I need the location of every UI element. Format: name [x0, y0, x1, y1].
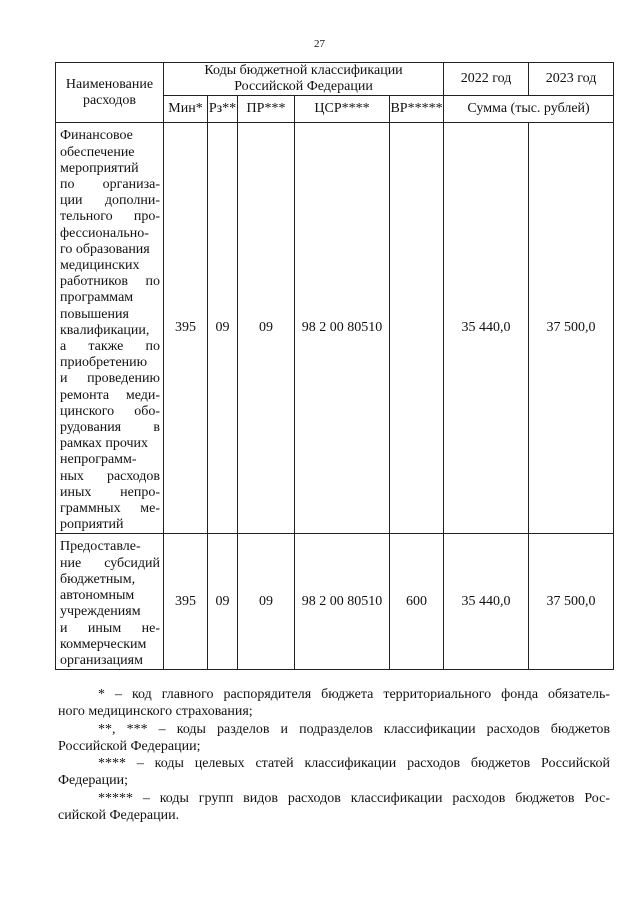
footnote-csr: **** – коды целевых статей классификации расходов бюджетов Российской — [98, 756, 610, 772]
row-2-sum-2022: 35 440,0 — [444, 534, 529, 670]
year-2023-header: 2023 год — [529, 63, 614, 96]
pr-column-header: ПР*** — [238, 96, 295, 123]
year-2022-header: 2022 год — [444, 63, 529, 96]
row-1-vr — [390, 123, 444, 534]
page-number: 27 — [314, 38, 325, 50]
table-row — [56, 123, 614, 534]
min-column-header: Мин* — [164, 96, 208, 123]
table-header-row-1 — [56, 63, 614, 96]
sum-column-header: Сумма (тыс. рублей) — [444, 96, 614, 123]
name-column-header: Наименование расходов — [56, 63, 164, 123]
footnote-vr: ***** – коды групп видов расходов классификации расходов бюджетов Рос- — [98, 790, 610, 806]
row-1-pr: 09 — [238, 123, 295, 534]
row-2-sum-2023: 37 500,0 — [529, 534, 614, 670]
row-2-vr: 600 — [390, 534, 444, 670]
vr-column-header: ВР***** — [390, 96, 444, 123]
row-1-sum-2022: 35 440,0 — [444, 123, 529, 534]
row-1-name: Финансовое обеспечение мероприятий по организа- ции дополни- тельного про- фессионально- го образования медицинских работников по программам повышения квалификации, а также по приобретению и проведению ремонта меди- цинского обо- рудования в рамках прочих непрограмм- ных расходов иных непро- граммных ме- роприятий — [56, 123, 164, 534]
row-2-rz: 09 — [208, 534, 238, 670]
row-2-min: 395 — [164, 534, 208, 670]
row-2-name: Предоставле- ние субсидий бюджетным, автономным учреждениям и иным не- коммерческим организациям — [56, 534, 164, 670]
csr-column-header: ЦСР**** — [295, 96, 390, 123]
row-1-sum-2023: 37 500,0 — [529, 123, 614, 534]
footnote-csr-cont: Федерации; — [58, 773, 129, 789]
row-1-rz: 09 — [208, 123, 238, 534]
table-row — [56, 534, 614, 670]
budget-table — [55, 62, 614, 670]
codes-group-header: Коды бюджетной классификации Российской Федерации — [164, 63, 444, 96]
footnote-min-cont: ного медицинского страхования; — [58, 704, 253, 720]
footnote-rz-pr-cont: Российской Федерации; — [58, 738, 201, 754]
footnotes — [58, 686, 610, 824]
footnote-vr-cont: сийской Федерации. — [58, 808, 180, 824]
rz-column-header: Рз** — [208, 96, 238, 123]
footnote-rz-pr: **, *** – коды разделов и подразделов классификации расходов бюджетов — [98, 721, 610, 737]
row-1-min: 395 — [164, 123, 208, 534]
footnote-min: * – код главного распорядителя бюджета территориального фонда обязатель- — [98, 687, 610, 702]
row-2-pr: 09 — [238, 534, 295, 670]
row-1-csr: 98 2 00 80510 — [295, 123, 390, 534]
row-2-csr: 98 2 00 80510 — [295, 534, 390, 670]
